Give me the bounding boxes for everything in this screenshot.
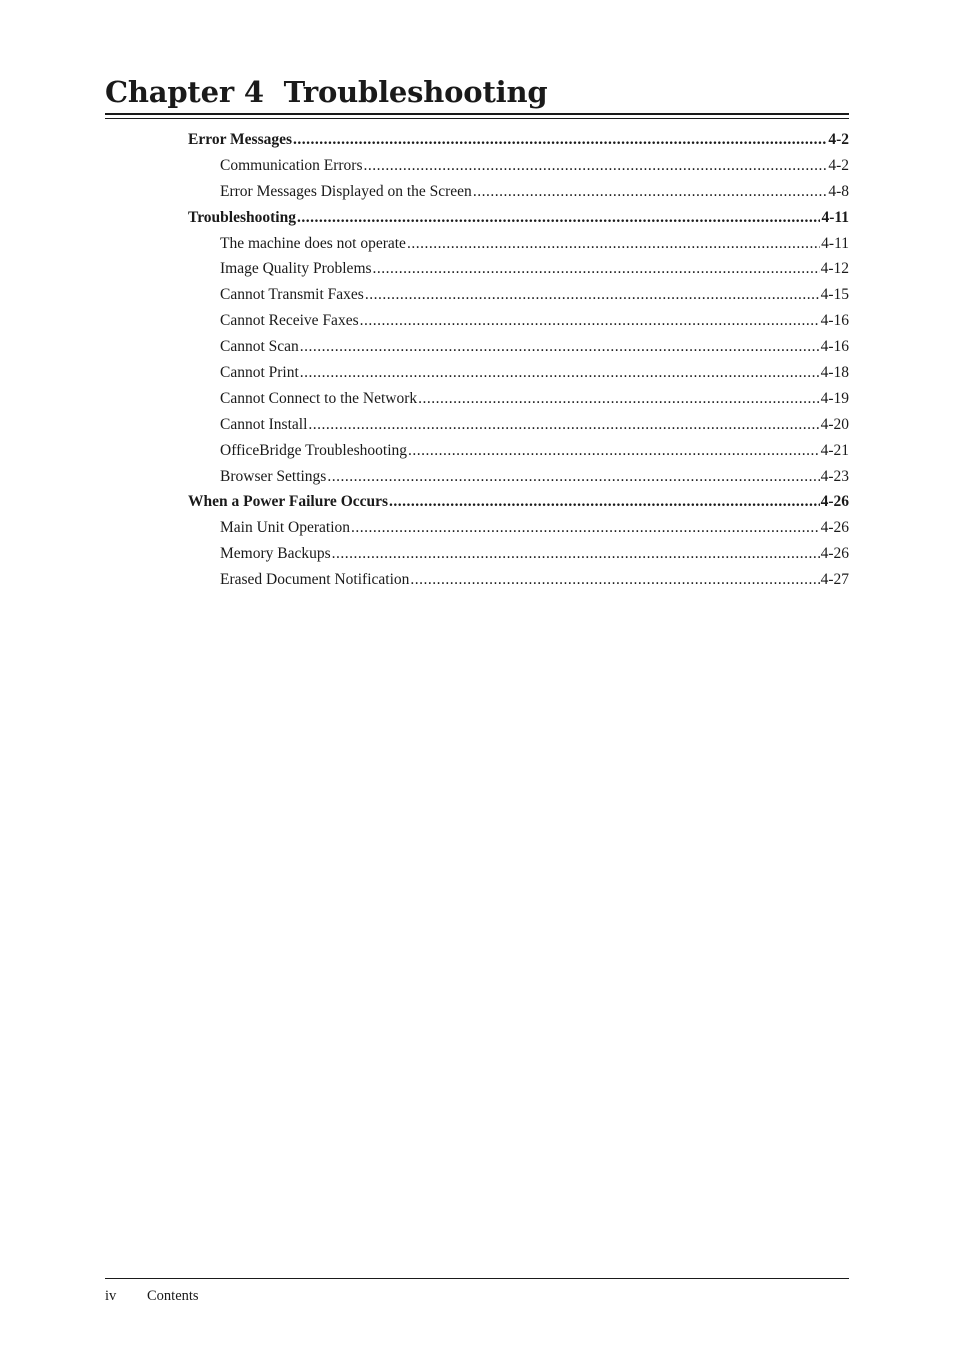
toc-entry-page: 4-16	[820, 338, 849, 356]
toc-entry-page: 4-2	[828, 131, 849, 148]
toc-dot-leader	[360, 308, 820, 334]
toc-entry-page: 4-8	[828, 182, 849, 200]
toc-entry-label: Error Messages Displayed on the Screen	[220, 182, 472, 200]
toc-dot-leader	[332, 541, 820, 567]
toc-entry[interactable]	[188, 567, 849, 593]
toc-entry[interactable]	[188, 515, 849, 541]
toc-dot-leader	[473, 179, 828, 205]
footer-page-number: iv	[105, 1288, 117, 1304]
toc-dot-leader	[300, 360, 820, 386]
toc-entry-page: 4-19	[820, 389, 849, 407]
toc-entry[interactable]	[188, 489, 849, 515]
toc-dot-leader	[407, 231, 820, 257]
footer-rule	[105, 1278, 849, 1279]
toc-entry-page: 4-15	[820, 286, 849, 304]
toc-entry-label: Memory Backups	[220, 545, 331, 563]
toc-dot-leader	[389, 489, 820, 515]
toc-dot-leader	[327, 464, 819, 490]
toc-entry-page: 4-26	[820, 493, 849, 511]
toc-entry-label: The machine does not operate	[220, 234, 406, 252]
toc-entry[interactable]	[188, 541, 849, 567]
toc-dot-leader	[408, 438, 820, 464]
toc-entry-page: 4-12	[820, 260, 849, 278]
toc-entry-page: 4-2	[828, 156, 849, 174]
toc-entry[interactable]	[188, 412, 849, 438]
toc-entry-label: Error Messages	[188, 131, 293, 148]
toc-entry-label: Cannot Connect to the Network	[220, 389, 418, 407]
toc-entry[interactable]	[188, 153, 849, 179]
toc-dot-leader	[418, 386, 819, 412]
title-rule-thin	[105, 118, 849, 119]
toc-dot-leader	[297, 205, 820, 231]
toc-dot-leader	[351, 515, 820, 541]
table-of-contents	[188, 127, 849, 593]
toc-entry-label: Cannot Transmit Faxes	[220, 286, 364, 304]
toc-dot-leader	[300, 334, 820, 360]
toc-entry[interactable]	[188, 360, 849, 386]
toc-entry[interactable]	[188, 205, 849, 231]
toc-dot-leader	[373, 256, 820, 282]
toc-entry-label: Communication Errors	[220, 156, 363, 174]
toc-entry-label: Cannot Install	[220, 415, 308, 433]
toc-entry-label: Cannot Print	[220, 364, 299, 382]
toc-entry-label: OfficeBridge Troubleshooting	[220, 441, 407, 459]
toc-entry-page: 4-18	[820, 364, 849, 382]
toc-dot-leader	[364, 153, 828, 179]
footer-section-name: Contents	[147, 1288, 199, 1304]
toc-entry-label: Erased Document Notification	[220, 571, 410, 589]
toc-entry[interactable]	[188, 334, 849, 360]
page-footer	[105, 1287, 199, 1305]
toc-entry[interactable]	[188, 464, 849, 490]
toc-entry[interactable]	[188, 438, 849, 464]
chapter-title: Chapter 4 Troubleshooting	[105, 75, 548, 109]
toc-entry-page: 4-27	[820, 571, 849, 589]
toc-entry[interactable]	[188, 386, 849, 412]
toc-dot-leader	[410, 567, 819, 593]
toc-entry-page: 4-11	[821, 234, 849, 252]
toc-entry-label: Image Quality Problems	[220, 260, 372, 278]
toc-entry-page: 4-26	[820, 519, 849, 537]
toc-entry-page: 4-20	[820, 415, 849, 433]
toc-entry[interactable]	[188, 179, 849, 205]
toc-entry-label: Browser Settings	[220, 467, 327, 485]
toc-entry-label: Cannot Scan	[220, 338, 299, 356]
toc-entry-label: Troubleshooting	[188, 208, 296, 226]
toc-entry-page: 4-11	[821, 208, 849, 226]
toc-entry-page: 4-26	[820, 545, 849, 563]
toc-entry[interactable]	[188, 127, 849, 153]
toc-dot-leader	[293, 127, 827, 153]
toc-entry-page: 4-23	[820, 467, 849, 485]
toc-entry[interactable]	[188, 282, 849, 308]
toc-entry-page: 4-16	[820, 312, 849, 330]
title-rule-thick	[105, 113, 849, 115]
toc-entry[interactable]	[188, 256, 849, 282]
toc-entry[interactable]	[188, 308, 849, 334]
toc-entry-label: Main Unit Operation	[220, 519, 351, 537]
toc-dot-leader	[308, 412, 819, 438]
toc-entry-label: When a Power Failure Occurs	[188, 493, 389, 511]
toc-entry[interactable]	[188, 231, 849, 257]
toc-entry-page: 4-21	[820, 441, 849, 459]
toc-entry-label: Cannot Receive Faxes	[220, 312, 359, 330]
toc-dot-leader	[365, 282, 820, 308]
